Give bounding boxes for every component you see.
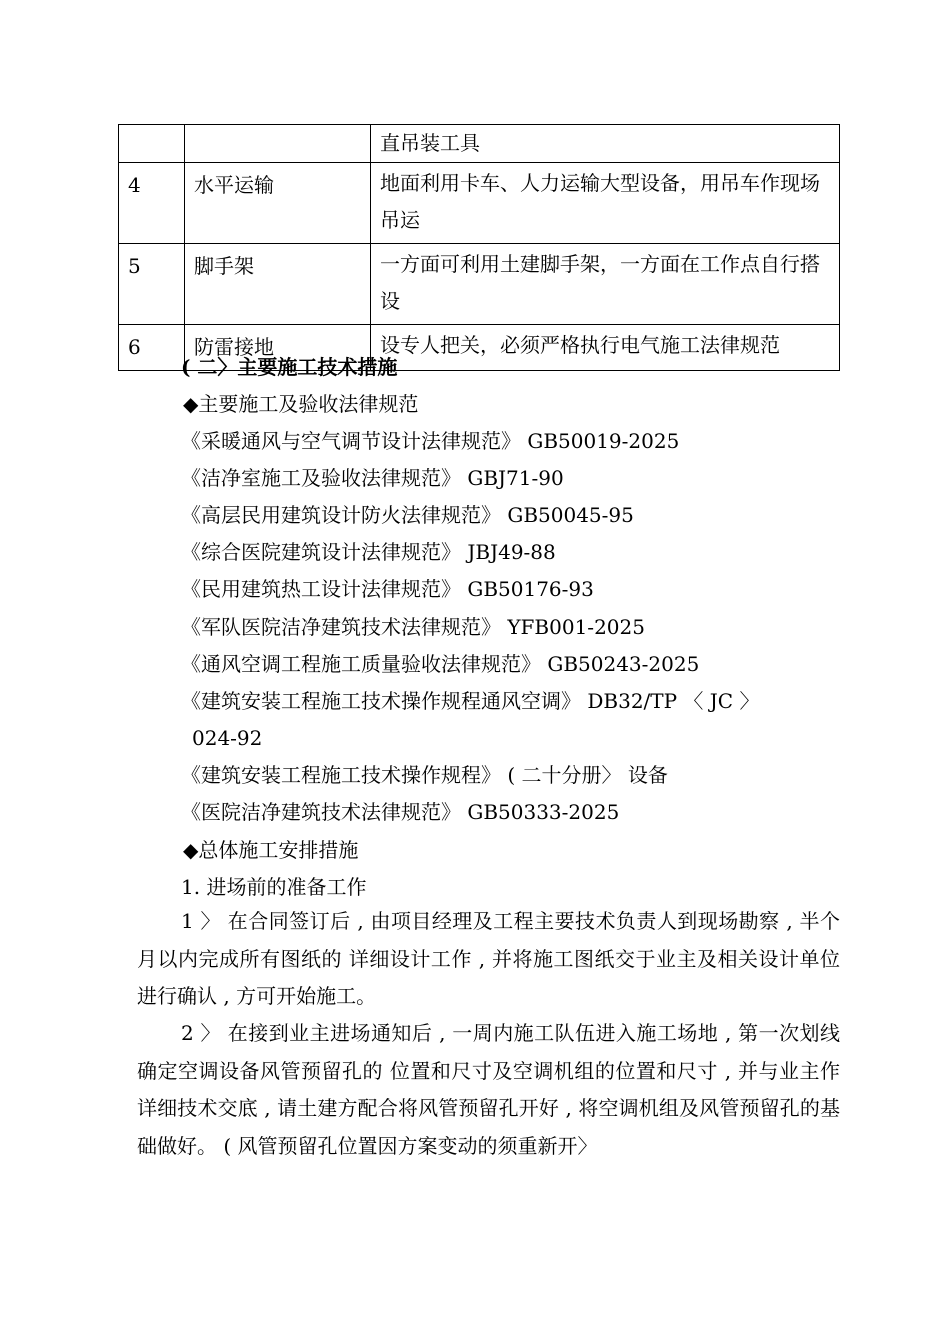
paragraph: 2 〉 在接到业主进场通知后 , 一周内施工队伍进入施工场地 , 第一次划线确定空调设备风管预留孔的 位置和尺寸及空调机组的位置和尺寸 , 并与业主作详细技术交底 , 请土建方配合将风管预留孔开好 , 将空调机组及风管预留孔的基础做好。 ( 风管预留孔位置因方案变动的须重新开〉	[137, 1021, 840, 1158]
standard-item: 《民用建筑热工设计法律规范》 GB50176-93	[181, 577, 594, 601]
row-description: 地面利用卡车、人力运输大型设备，用吊车作现场吊运	[371, 163, 840, 244]
equipment-table	[118, 124, 840, 371]
standard-item: 《医院洁净建筑技术法律规范》 GB50333-2025	[181, 800, 620, 824]
bullet-heading: ◆主要施工及验收法律规范	[183, 392, 419, 416]
row-description: 设专人把关，必须严格执行电气施工法律规范	[371, 325, 840, 371]
table-row	[119, 163, 840, 244]
section-heading: ( 二〉主要施工技术措施	[181, 355, 398, 379]
standard-item: 《采暖通风与空气调节设计法律规范》 GB50019-2025	[181, 429, 680, 453]
row-number	[119, 125, 185, 163]
row-item: 脚手架	[185, 244, 371, 325]
row-number: 4	[119, 163, 185, 244]
row-number: 6	[119, 325, 185, 371]
standard-item-continuation: 024-92	[192, 726, 263, 750]
standard-item: 《军队医院洁净建筑技术法律规范》 YFB001-2025	[181, 615, 645, 639]
step-title: 1. 进场前的准备工作	[181, 875, 367, 899]
row-item: 水平运输	[185, 163, 371, 244]
standard-item: 《综合医院建筑设计法律规范》 JBJ49-88	[181, 540, 556, 564]
table-row	[119, 244, 840, 325]
row-item: 防雷接地	[185, 325, 371, 371]
standard-item: 《通风空调工程施工质量验收法律规范》 GB50243-2025	[181, 652, 700, 676]
standard-item: 《高层民用建筑设计防火法律规范》 GB50045-95	[181, 503, 634, 527]
table-row	[119, 125, 840, 163]
row-number: 5	[119, 244, 185, 325]
row-description: 直吊装工具	[371, 125, 840, 163]
paragraph: 1 〉 在合同签订后 , 由项目经理及工程主要技术负责人到现场勘察 , 半个月以内完成所有图纸的 详细设计工作 , 并将施工图纸交于业主及相关设计单位进行确认 , 方可开始施工。	[137, 909, 840, 1008]
bullet-heading: ◆总体施工安排措施	[183, 838, 359, 862]
row-item	[185, 125, 371, 163]
standard-item: 《洁净室施工及验收法律规范》 GBJ71-90	[181, 466, 564, 490]
standard-item: 《建筑安装工程施工技术操作规程》 ( 二十分册〉 设备	[181, 763, 668, 787]
standard-item: 《建筑安装工程施工技术操作规程通风空调》 DB32/TP 〈 JC 〉	[181, 689, 760, 713]
row-description: 一方面可利用土建脚手架，一方面在工作点自行搭设	[371, 244, 840, 325]
